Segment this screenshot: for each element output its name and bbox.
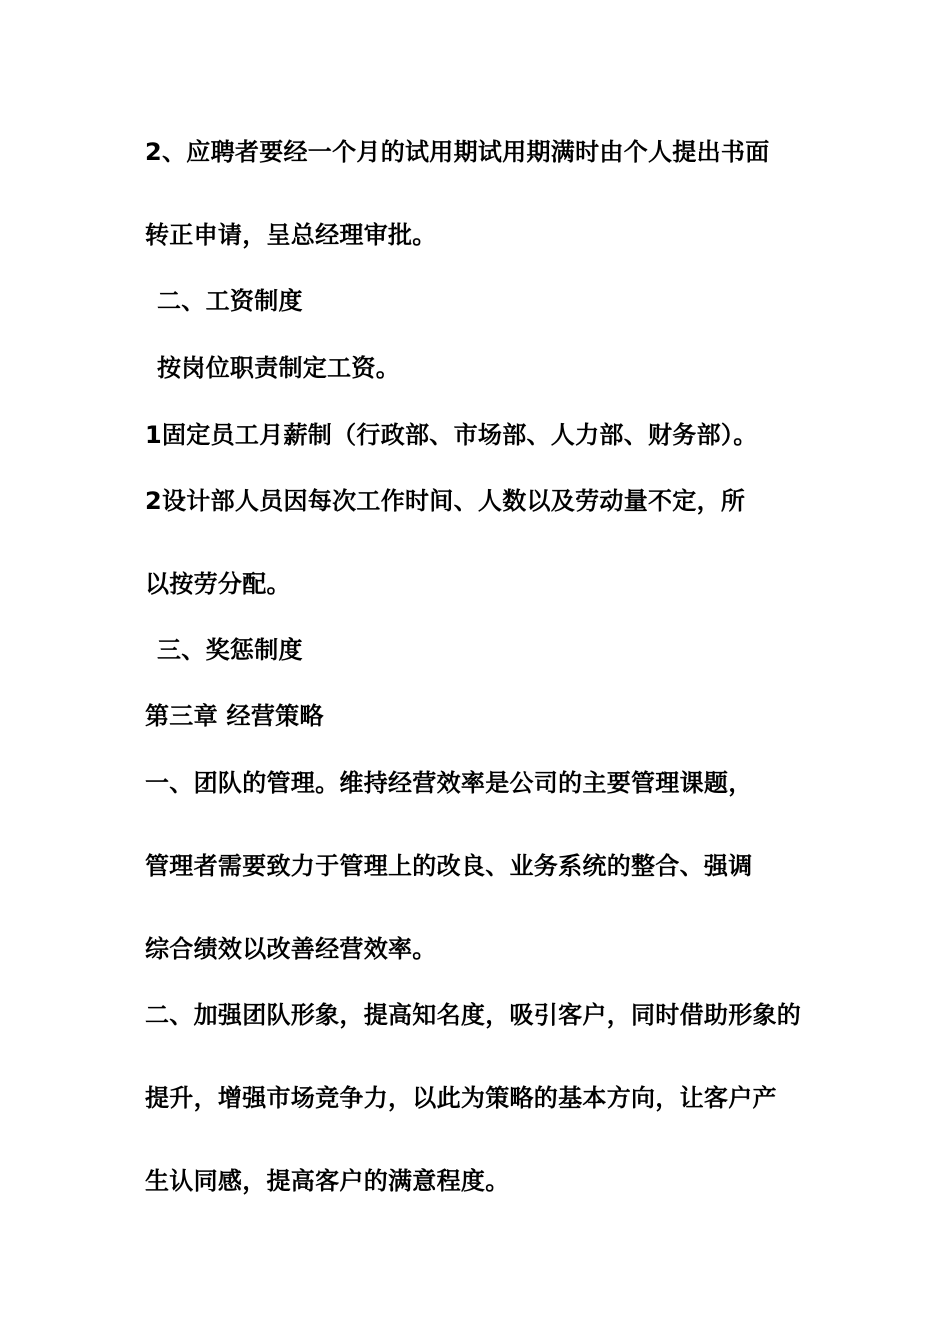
chapter-heading-strategy: 第三章 经营策略 bbox=[145, 702, 324, 730]
text-line-salary-basis: 按岗位职责制定工资。 bbox=[157, 354, 400, 382]
text-line-design-dept-cont: 以按劳分配。 bbox=[145, 570, 291, 598]
text-line-team-image-cont2: 生认同感，提高客户的满意程度。 bbox=[145, 1167, 510, 1195]
text-line-design-dept: 2设计部人员因每次工作时间、人数以及劳动量不定，所 bbox=[145, 487, 746, 515]
text-line-fixed-salary: 1固定员工月薪制（行政部、市场部、人力部、财务部）。 bbox=[145, 421, 758, 449]
text-line-probation: 2、应聘者要经一个月的试用期试用期满时由个人提出书面 bbox=[145, 138, 770, 166]
section-heading-rewards: 三、奖惩制度 bbox=[157, 636, 303, 664]
text-line-team-management-cont1: 管理者需要致力于管理上的改良、业务系统的整合、强调 bbox=[145, 852, 753, 880]
text-line-probation-cont: 转正申请，呈总经理审批。 bbox=[145, 221, 437, 249]
text-line-team-image: 二、加强团队形象，提高知名度，吸引客户，同时借助形象的 bbox=[145, 1001, 802, 1029]
text-line-team-management: 一、团队的管理。维持经营效率是公司的主要管理课题， bbox=[145, 769, 753, 797]
section-heading-salary: 二、工资制度 bbox=[157, 287, 303, 315]
text-line-team-image-cont1: 提升，增强市场竞争力，以此为策略的基本方向，让客户产 bbox=[145, 1084, 777, 1112]
text-line-team-management-cont2: 综合绩效以改善经营效率。 bbox=[145, 935, 437, 963]
